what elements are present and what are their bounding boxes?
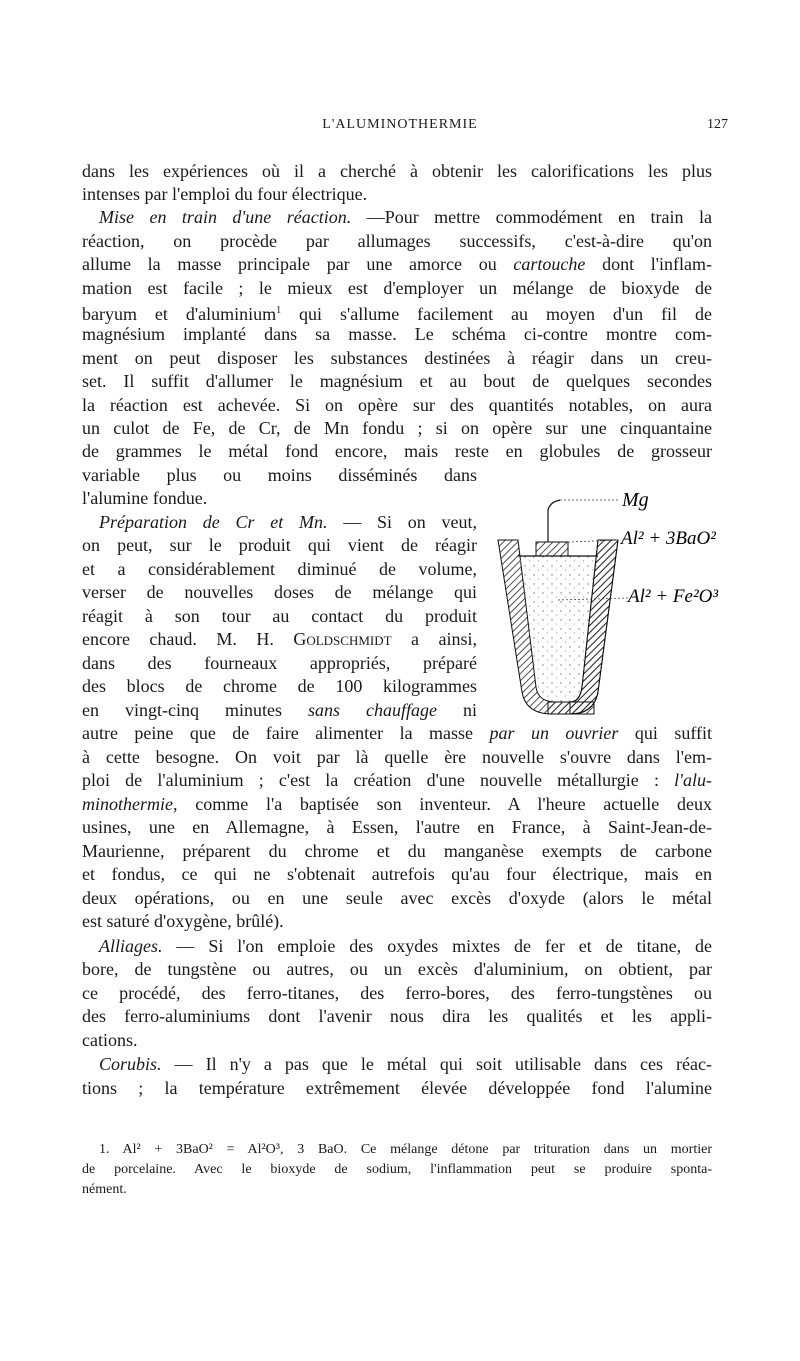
text-line: mation est facile ; le mieux est d'employer un mélange de bioxyde de xyxy=(82,278,712,298)
text-line: et a considérablement diminué de volume, xyxy=(82,559,477,579)
footnote-line: nément. xyxy=(82,1182,127,1197)
text-line: Corubis. — Il n'y a pas que le métal qui soit utilisable dans ces réac- xyxy=(99,1054,712,1074)
text-line: l'alumine fondue. xyxy=(82,488,208,508)
section-heading: Alliages. xyxy=(99,936,163,956)
text-line: cations. xyxy=(82,1030,138,1050)
text-line: dans les expériences où il a cherché à obtenir les calorifications les plus xyxy=(82,161,712,181)
text-line: en vingt-cinq minutes sans chauffage ni xyxy=(82,700,477,720)
section-heading: Mise en train d'une réaction. xyxy=(99,207,352,227)
text-line: Préparation de Cr et Mn. — Si on veut, xyxy=(99,512,477,532)
text-line: Mise en train d'une réaction. —Pour mettre commodément en train la xyxy=(99,207,712,227)
text-line: allume la masse principale par une amorce ou cartouche dont l'inflam- xyxy=(82,254,712,274)
running-header: L'ALUMINOTHERMIE xyxy=(322,117,478,132)
text-line: ment on peut disposer les substances destinées à réagir dans un creu- xyxy=(82,348,712,368)
text-line: intenses par l'emploi du four électrique. xyxy=(82,184,368,204)
crucible-base xyxy=(548,702,594,714)
text-line: Maurienne, préparent du chrome et du manganèse exempts de carbone xyxy=(82,841,712,861)
text-line: un culot de Fe, de Cr, de Mn fondu ; si on opère sur une cinquantaine xyxy=(82,418,712,438)
text-line: deux opérations, ou en une seule avec excès d'oxyde (alors le métal xyxy=(82,888,712,908)
footnote-ref: 1 xyxy=(276,305,282,316)
text-line: Alliages. — Si l'on emploie des oxydes mixtes de fer et de titane, de xyxy=(99,936,712,956)
text-line: minothermie, comme l'a baptisée son inventeur. A l'heure actuelle deux xyxy=(82,794,712,814)
section-heading: Corubis. xyxy=(99,1054,162,1074)
text-line: variable plus ou moins disséminés dans xyxy=(82,465,477,485)
label-magnesium: Mg xyxy=(622,489,649,511)
person-name: Goldschmidt xyxy=(293,629,392,649)
text-line: de grammes le métal fond encore, mais reste en globules de grosseur xyxy=(82,441,712,461)
text-line: encore chaud. M. H. Goldschmidt a ainsi, xyxy=(82,629,477,649)
text-line: des blocs de chrome de 100 kilogrammes xyxy=(82,676,477,696)
label-mixture: Al² + Fe²O³ xyxy=(628,586,719,607)
text-line: est saturé d'oxygène, brûlé). xyxy=(82,911,284,931)
text-line: baryum et d'aluminium$^1$ qui s'allume facilement au moyen d'un fil de xyxy=(82,304,712,324)
text-line: bore, de tungstène ou autres, ou un excès d'aluminium, on obtient, par xyxy=(82,959,712,979)
page-number: 127 xyxy=(707,117,728,132)
text-line: ploi de l'aluminium ; c'est la création d'une nouvelle métallurgie : l'alu- xyxy=(82,770,712,790)
text-line: autre peine que de faire alimenter la masse par un ouvrier qui suffit xyxy=(82,723,712,743)
section-heading: Préparation de Cr et Mn. xyxy=(99,512,328,532)
text-line: magnésium implanté dans sa masse. Le schéma ci-contre montre com- xyxy=(82,324,712,344)
text-line: usines, une en Allemagne, à Essen, l'autre en France, à Saint-Jean-de- xyxy=(82,817,712,837)
magnesium-wire xyxy=(548,500,560,542)
footnote-line: de porcelaine. Avec le bioxyde de sodium, l'inflammation peut se produire sponta- xyxy=(82,1162,712,1177)
text-line: verser de nouvelles doses de mélange qui xyxy=(82,582,477,602)
text-line: set. Il suffit d'allumer le magnésium et au bout de quelques secondes xyxy=(82,371,712,391)
text-line: tions ; la température extrêmement élevée développée fond l'alumine xyxy=(82,1078,712,1098)
text-line: réagit à son tour au contact du produit xyxy=(82,606,477,626)
text-line: ce procédé, des ferro-titanes, des ferro-bores, des ferro-tungstènes ou xyxy=(82,983,712,1003)
label-cartridge: Al² + 3BaO² xyxy=(621,528,716,549)
crucible-diagram xyxy=(478,482,728,744)
text-line: dans des fourneaux appropriés, préparé xyxy=(82,653,477,673)
text-line: à cette besogne. On voit par là quelle ère nouvelle s'ouvre dans l'em- xyxy=(82,747,712,767)
footnote-line: 1. Al² + 3BaO² = Al²O³, 3 BaO. Ce mélange détone par trituration dans un mortier xyxy=(99,1142,712,1157)
text-line: la réaction est achevée. Si on opère sur des quantités notables, on aura xyxy=(82,395,712,415)
text-line: réaction, on procède par allumages successifs, c'est-à-dire qu'on xyxy=(82,231,712,251)
text-line: on peut, sur le produit qui vient de réagir xyxy=(82,535,477,555)
ignition-cartridge xyxy=(536,542,568,556)
text-line: et fondus, ce qui ne s'obtenait autrefois qu'au four électrique, mais en xyxy=(82,864,712,884)
text-line: des ferro-aluminiums dont l'avenir nous dira les qualités et les appli- xyxy=(82,1006,712,1026)
